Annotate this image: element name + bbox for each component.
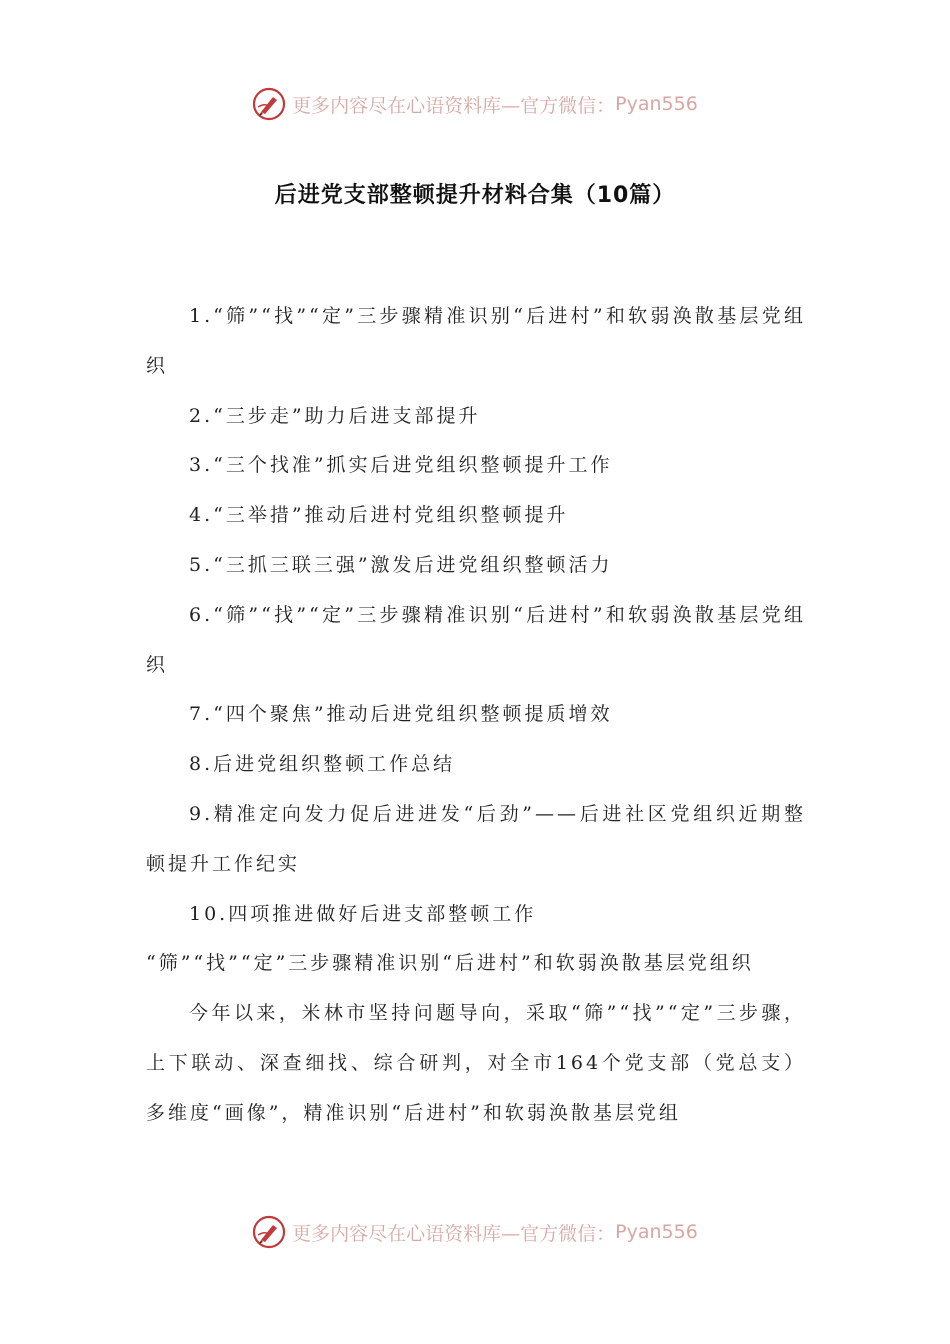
toc-item-8: 8.后进党组织整顿工作总结 — [189, 753, 456, 776]
toc-item-6: 6.“筛”“找”“定”三步骤精准识别“后进村”和软弱涣散基层党组织 — [146, 603, 806, 676]
banner-text: 更多内容尽在心语资料库—官方微信： — [292, 1222, 616, 1245]
footer-watermark-banner — [0, 1212, 950, 1252]
toc-item-7: 7.“四个聚焦”推动后进党组织整顿提质增效 — [189, 703, 613, 726]
banner-wechat-id: Pyan556 — [615, 1221, 698, 1243]
toc-item-5: 5.“三抓三联三强”激发后进党组织整顿活力 — [189, 553, 613, 576]
body-paragraph: 今年以来，米林市坚持问题导向，采取“筛”“找”“定”三步骤，上下联动、深查细找、综合研判，对全市164个党支部（党总支）多维度“画像”，精准识别“后进村”和软弱涣散基层党组 — [146, 1002, 806, 1124]
section-heading: “筛”“找”“定”三步骤精准识别“后进村”和软弱涣散基层党组织 — [146, 952, 754, 975]
toc-item-9: 9.精准定向发力促后进进发“后劲”——后进社区党组织近期整顿提升工作纪实 — [146, 802, 806, 875]
pen-logo-icon — [252, 1215, 286, 1249]
document-title: 后进党支部整顿提升材料合集（10篇） — [274, 183, 676, 208]
toc-item-2: 2.“三步走”助力后进支部提升 — [189, 404, 481, 427]
toc-item-1: 1.“筛”“找”“定”三步骤精准识别“后进村”和软弱涣散基层党组织 — [146, 305, 806, 377]
banner-text: 更多内容尽在心语资料库—官方微信： — [292, 94, 616, 117]
document-body — [146, 292, 806, 1139]
header-watermark-banner — [0, 84, 950, 124]
toc-item-4: 4.“三举措”推动后进村党组织整顿提升 — [189, 504, 569, 527]
toc-item-3: 3.“三个找准”抓实后进党组织整顿提升工作 — [189, 454, 613, 477]
pen-logo-icon — [252, 87, 286, 121]
toc-item-10: 10.四项推进做好后进支部整顿工作 — [189, 902, 537, 925]
banner-wechat-id: Pyan556 — [615, 93, 698, 115]
